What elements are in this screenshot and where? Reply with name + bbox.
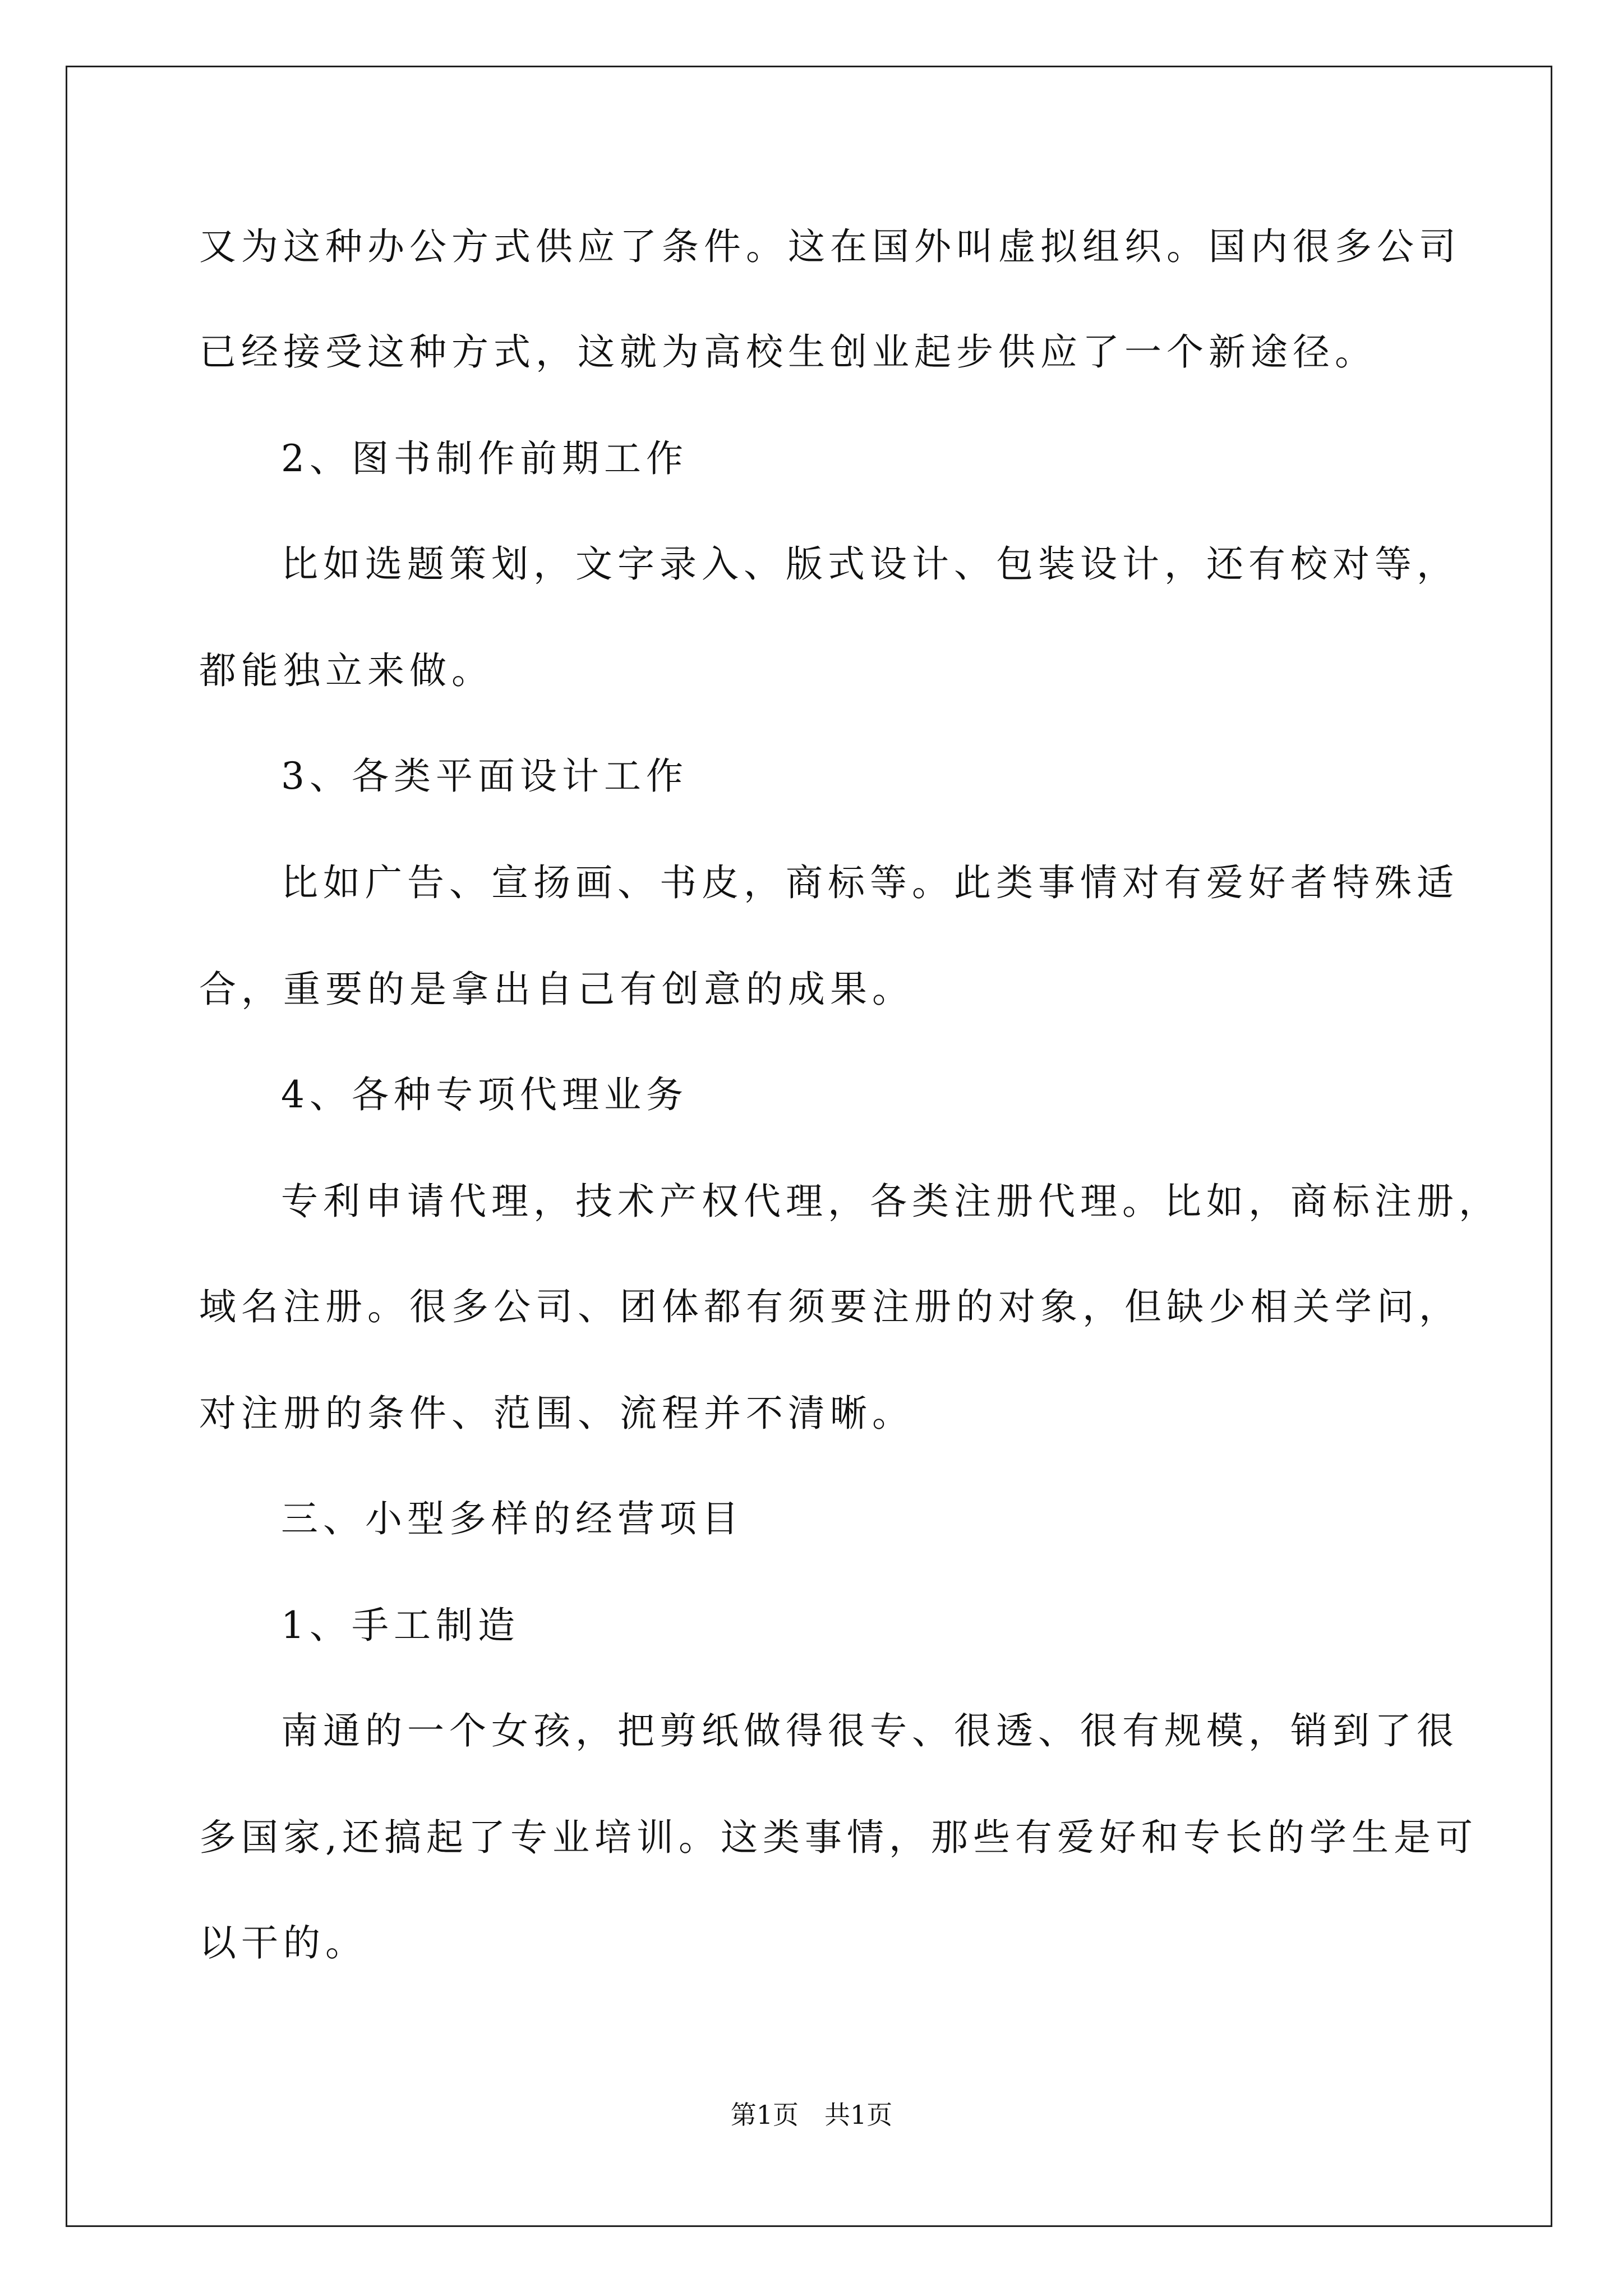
- page-number-footer: 第1页 共1页: [730, 2100, 893, 2130]
- paragraph-line: 已经接受这种方式，这就为高校生创业起步供应了一个新途径。: [199, 330, 1377, 374]
- section-heading: 三、小型多样的经营项目: [281, 1497, 744, 1540]
- section-heading: 3、各类平面设计工作: [281, 754, 688, 798]
- paragraph-line: 都能独立来做。: [199, 649, 494, 692]
- paragraph-line: 比如选题策划，文字录入、版式设计、包装设计，还有校对等，: [281, 542, 1459, 586]
- paragraph-line: 专利申请代理，技术产权代理，各类注册代理。比如，商标注册，: [281, 1180, 1501, 1223]
- paragraph-line: 南通的一个女孩，把剪纸做得很专、很透、很有规模，销到了很: [281, 1709, 1459, 1752]
- paragraph-line: 合，重要的是拿出自己有创意的成果。: [199, 968, 914, 1011]
- paragraph-line: 比如广告、宣扬画、书皮，商标等。此类事情对有爱好者特殊适: [281, 861, 1459, 904]
- paragraph-line: 多国家,还搞起了专业培训。这类事情，那些有爱好和专长的学生是可: [199, 1816, 1478, 1859]
- paragraph-line: 对注册的条件、范围、流程并不清晰。: [199, 1392, 914, 1435]
- paragraph-line: 以干的。: [199, 1921, 367, 1964]
- paragraph-line: 域名注册。很多公司、团体都有须要注册的对象，但缺少相关学问，: [199, 1285, 1461, 1328]
- paragraph-line: 又为这种办公方式供应了条件。这在国外叫虚拟组织。国内很多公司: [199, 225, 1461, 268]
- section-heading: 2、图书制作前期工作: [281, 437, 688, 480]
- page-border: [66, 66, 1552, 2227]
- section-heading: 4、各种专项代理业务: [281, 1073, 688, 1116]
- section-heading: 1、手工制造: [281, 1604, 520, 1647]
